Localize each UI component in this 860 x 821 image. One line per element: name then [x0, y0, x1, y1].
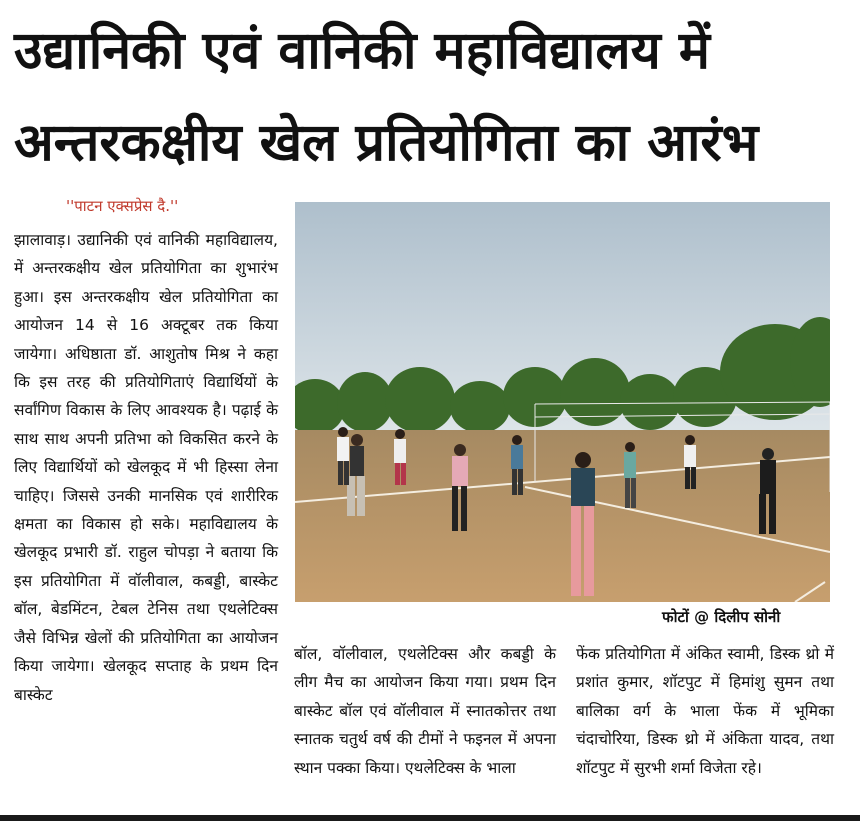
headline-line-2: अन्तरकक्षीय खेल प्रतियोगिता का आरंभ	[14, 113, 759, 173]
bottom-border	[0, 815, 860, 821]
photo-credit: फोटों @ दिलीप सोनी	[662, 608, 781, 626]
article-column-3	[576, 640, 834, 782]
article-column-1	[14, 226, 278, 709]
column-2-text: बॉल, वॉलीवाल, एथलेटिक्स और कबड्डी के लीग मैच का आयोजन किया गया। प्रथम दिन बास्केट बॉल एवं वॉलीवाल में स्नातकोत्तर तथा स्नातक चतुर्थ वर्ष की टीमों ने फइनल में अपना स्थान पक्का किया। एथलेटिक्स के भाला	[294, 645, 556, 777]
news-photo	[295, 202, 830, 602]
column-1-text: झालावाड़। उद्यानिकी एवं वानिकी महाविद्यालय, में अन्तरकक्षीय खेल प्रतियोगिता का शुभारंभ हुआ। इस अन्तरकक्षीय खेल प्रतियोगिता का आयोजन 14 से 16 अक्टूबर तक किया जायेगा। अधिष्ठाता डॉ. आशुतोष मिश्र ने कहा कि इस तरह की प्रतियोगिताएं विद्यार्थियों के सर्वांगिण विकास के लिए आवश्यक है। पढ़ाई के साथ साथ अपनी प्रतिभा को विकसित करने के लिए विद्यार्थियों को खेलकूद में भी हिस्सा लेना चाहिए। जिससे उनकी मानसिक एवं शारीरिक क्षमता का विकास हो सके। महाविद्यालय के खेलकूद प्रभारी डॉ. राहुल चोपड़ा ने बताया कि इस प्रतियोगिता में वॉलीवाल, कबड्डी, बास्केट बॉल, बेडमिंटन, टेबल टेनिस तथा एथलेटिक्स जैसे विभिन्न खेलों की प्रतियोगिता का आयोजन किया जायेगा। खेलकूद सप्ताह के प्रथम दिन बास्केट	[14, 231, 278, 704]
article-column-2	[294, 640, 556, 782]
byline: ''पाटन एक्सप्रेस दै.''	[66, 197, 179, 215]
volleyball-field-photo	[295, 202, 830, 602]
column-3-text: फेंक प्रतियोगिता में अंकित स्वामी, डिस्क थ्रो में प्रशांत कुमार, शॉटपुट में हिमांशु सुमन तथा बालिका वर्ग के भाला फेंक में भूमिका चंदाचोरिया, डिस्क थ्रो में अंकिता यादव, तथा शॉटपुट में सुरभी शर्मा विजेता रहे।	[576, 645, 834, 777]
headline-line-1: उद्यानिकी एवं वानिकी महाविद्यालय में	[14, 21, 710, 81]
